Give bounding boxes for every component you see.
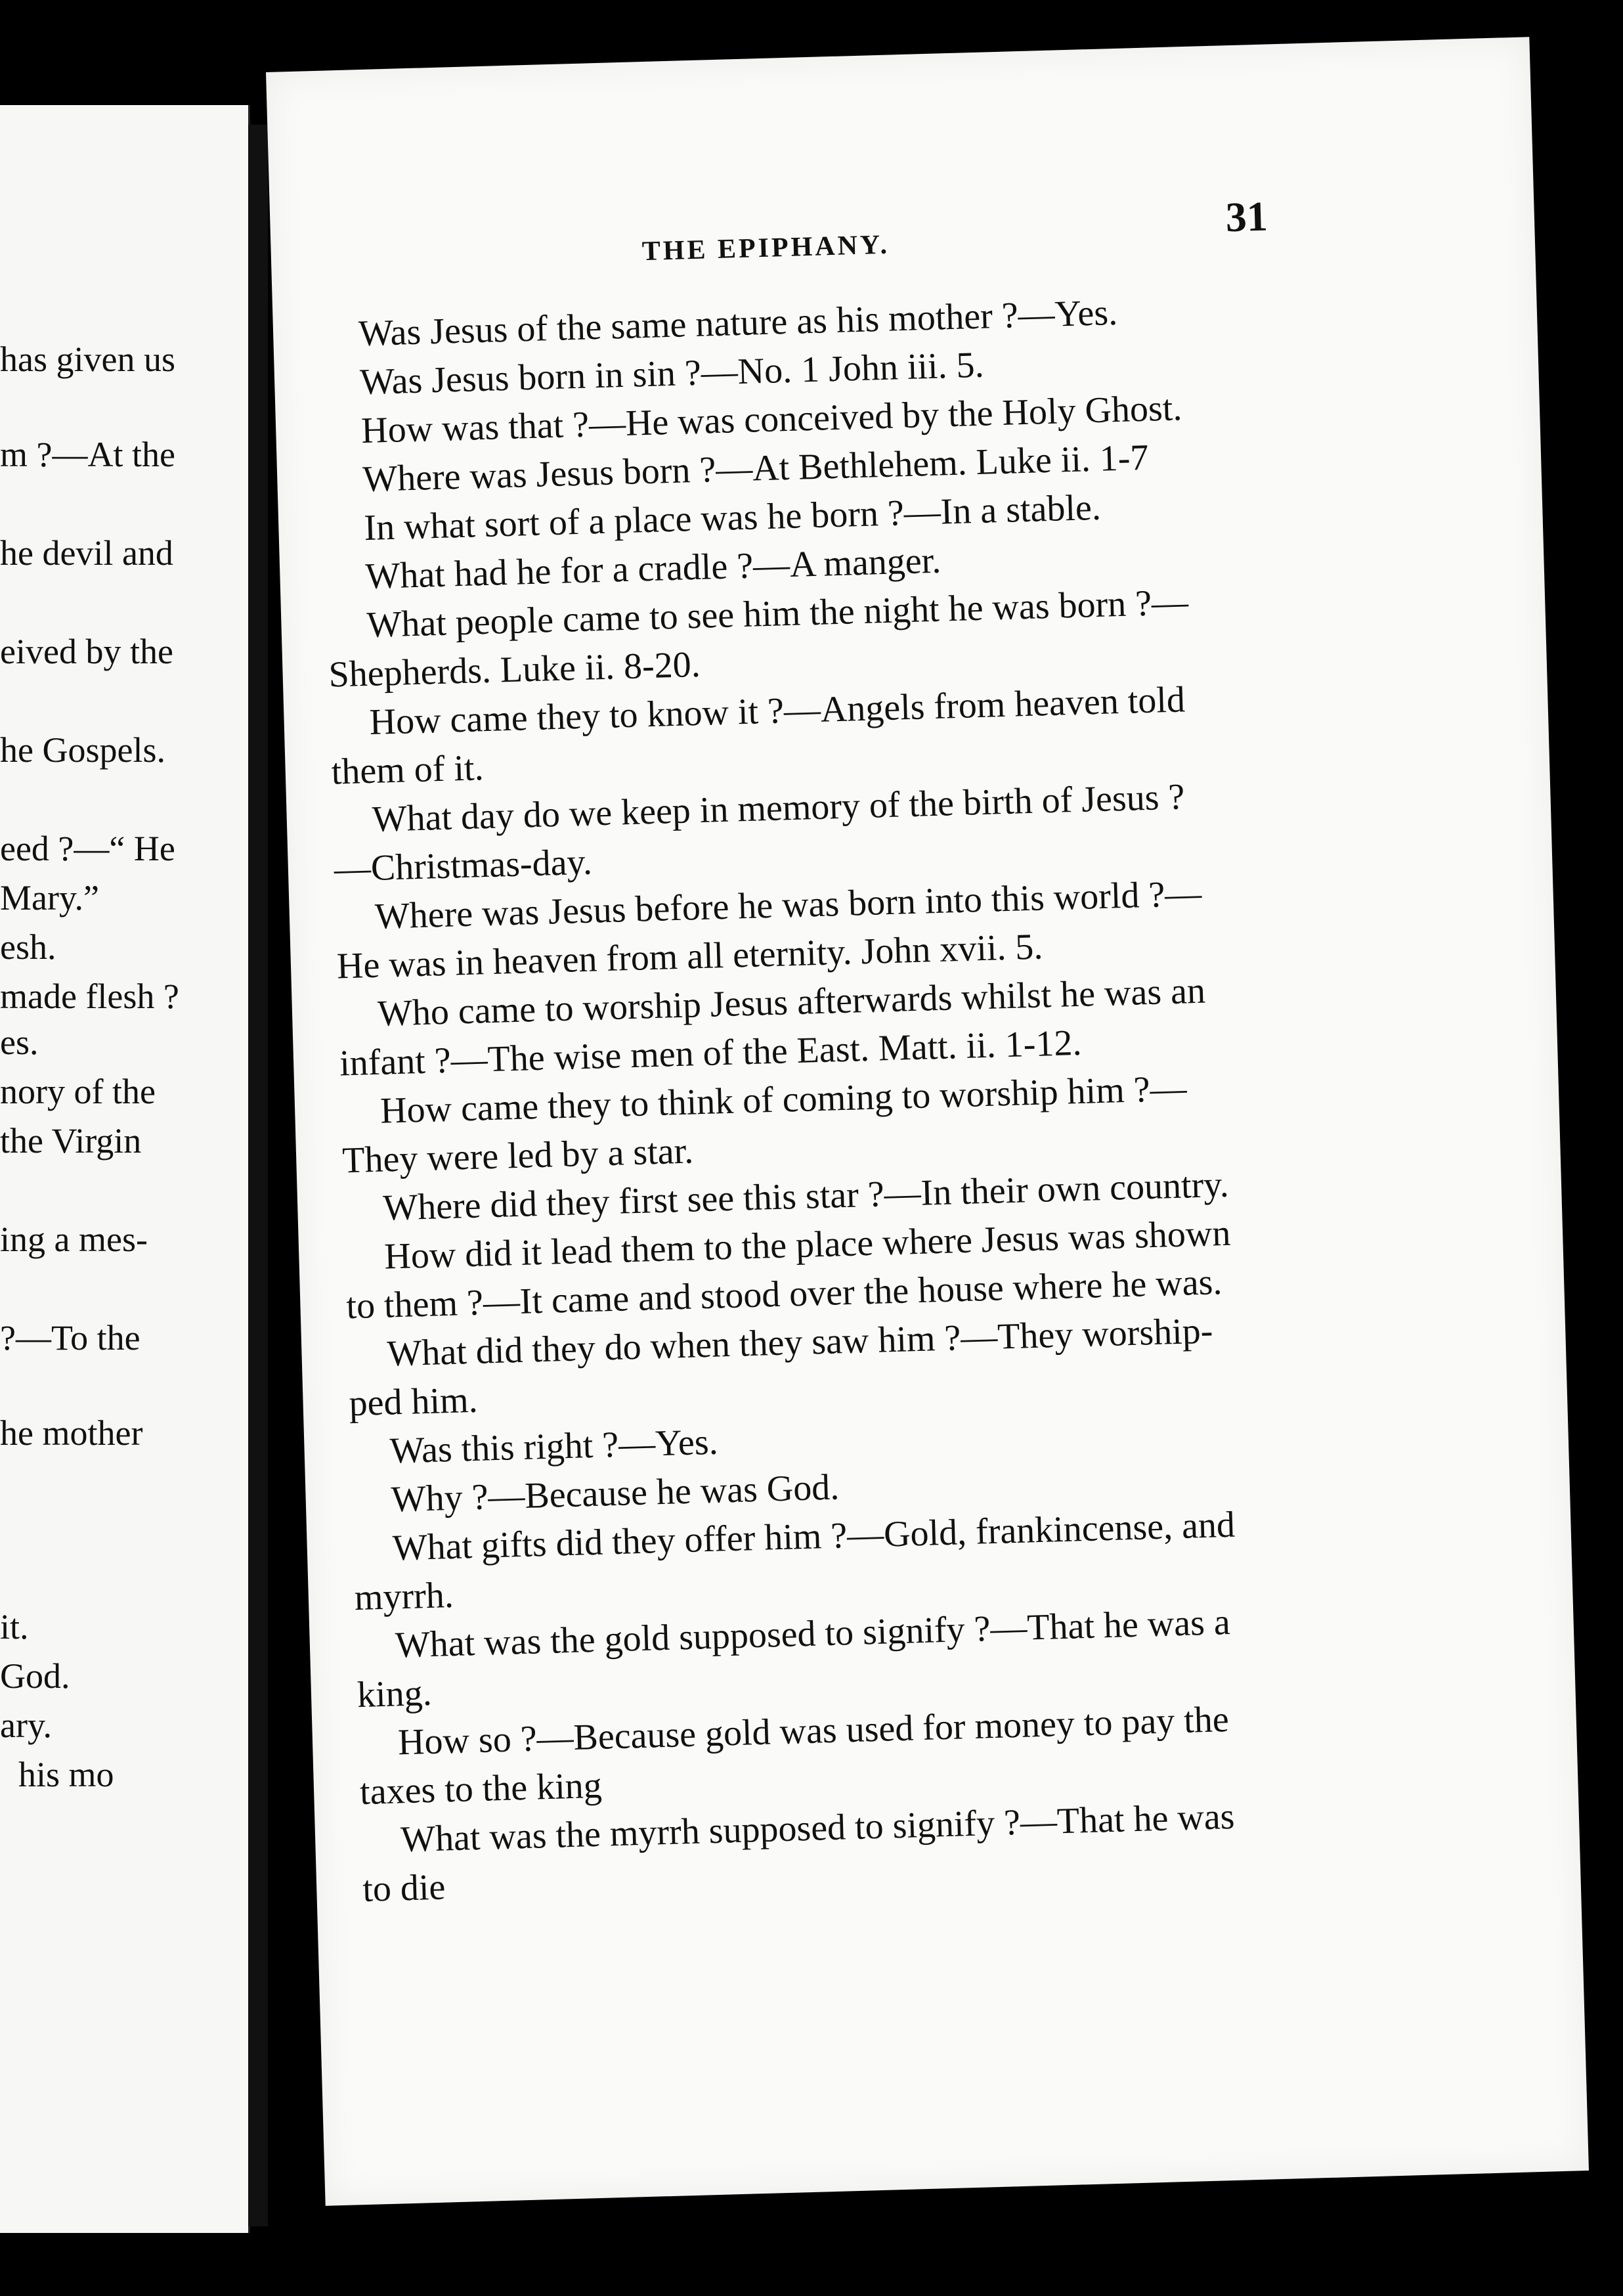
text-line: infant ?—The wise men of the East. Matt. ii. 1-12. — [339, 1022, 1083, 1084]
text-line: What people came to see him the night he was born ?— — [366, 582, 1189, 646]
text-line: taxes to the king — [359, 1765, 603, 1813]
text-line: Shepherds. Luke ii. 8-20. — [328, 644, 701, 695]
text-line: They were led by a star. — [341, 1130, 694, 1181]
text-line: Where was Jesus before he was born into this world ?— — [374, 873, 1203, 937]
left-page-line: eed ?—“ He — [0, 829, 175, 868]
left-page-line: made flesh ? — [0, 977, 179, 1016]
text-line: How came they to know it ?—Angels from heaven told — [368, 679, 1186, 743]
text-line: them of it. — [330, 747, 485, 793]
left-page — [0, 105, 250, 2233]
text-line: —Christmas-day. — [334, 841, 593, 890]
left-page-line: eived by the — [0, 632, 173, 671]
text-line: Was Jesus born in sin ?—No. 1 John iii. 5. — [359, 344, 985, 403]
text-line: How so ?—Because gold was used for money to pay the — [397, 1699, 1230, 1763]
left-page-line: ing a mes- — [0, 1220, 148, 1259]
text-line: What day do we keep in memory of the birth of Jesus ? — [371, 776, 1186, 840]
text-line: What did they do when they saw him ?—They worship- — [386, 1310, 1214, 1375]
left-page-line: ?—To the — [0, 1318, 141, 1358]
left-page-line: has given us — [0, 340, 175, 379]
left-page-line: he Gospels. — [0, 730, 165, 770]
left-page-line: m ?—At the — [0, 435, 175, 474]
text-line: ped him. — [348, 1379, 479, 1424]
text-line: What was the myrrh supposed to signify ?—That he was — [400, 1796, 1236, 1861]
text-line: Where was Jesus born ?—At Bethlehem. Luke ii. 1-7 — [362, 437, 1150, 500]
running-head: THE EPIPHANY. — [641, 229, 890, 267]
left-page-line: his mo — [18, 1755, 114, 1794]
left-page-line: esh. — [0, 927, 56, 967]
text-line: Was Jesus of the same nature as his mother ?—Yes. — [358, 292, 1118, 355]
text-line: Why ?—Because he was God. — [390, 1467, 840, 1520]
text-line: Who came to worship Jesus afterwards whilst he was an — [377, 970, 1206, 1034]
text-line: myrrh. — [354, 1574, 454, 1619]
left-page-line: he devil and — [0, 533, 173, 573]
book-gutter — [248, 125, 268, 2226]
page-number: 31 — [1224, 192, 1268, 241]
text-line: He was in heaven from all eternity. John xvii. 5. — [336, 926, 1044, 987]
text-line: king. — [357, 1672, 433, 1716]
left-page-line: he mother — [0, 1413, 143, 1453]
left-page-line: God. — [0, 1656, 70, 1696]
catechism-text — [318, 284, 1335, 1914]
left-page-line: Mary.” — [0, 878, 99, 917]
left-page-line: ary. — [0, 1706, 52, 1745]
text-line: Where did they first see this star ?—In their own country. — [382, 1164, 1230, 1229]
text-line: How did it lead them to the place where Jesus was shown — [383, 1212, 1232, 1277]
text-line: What gifts did they offer him ?—Gold, frankincense, and — [391, 1504, 1236, 1569]
text-line: What was the gold supposed to signify ?—That he was a — [395, 1601, 1231, 1666]
text-line: What had he for a cradle ?—A manger. — [364, 540, 941, 598]
text-line: to them ?—It came and stood over the house where he was. — [345, 1262, 1223, 1327]
right-page — [266, 37, 1589, 2205]
left-page-line: the Virgin — [0, 1121, 142, 1160]
text-line: In what sort of a place was he born ?—In a stable. — [363, 487, 1102, 549]
text-line: to die — [362, 1866, 446, 1910]
left-page-line: it. — [0, 1607, 29, 1646]
text-line: Was this right ?—Yes. — [389, 1421, 719, 1472]
left-page-line: es. — [0, 1023, 39, 1062]
left-page-line: nory of the — [0, 1072, 156, 1111]
text-line: How was that ?—He was conceived by the Holy Ghost. — [360, 387, 1183, 452]
text-line: How came they to think of coming to worship him ?— — [379, 1068, 1188, 1132]
